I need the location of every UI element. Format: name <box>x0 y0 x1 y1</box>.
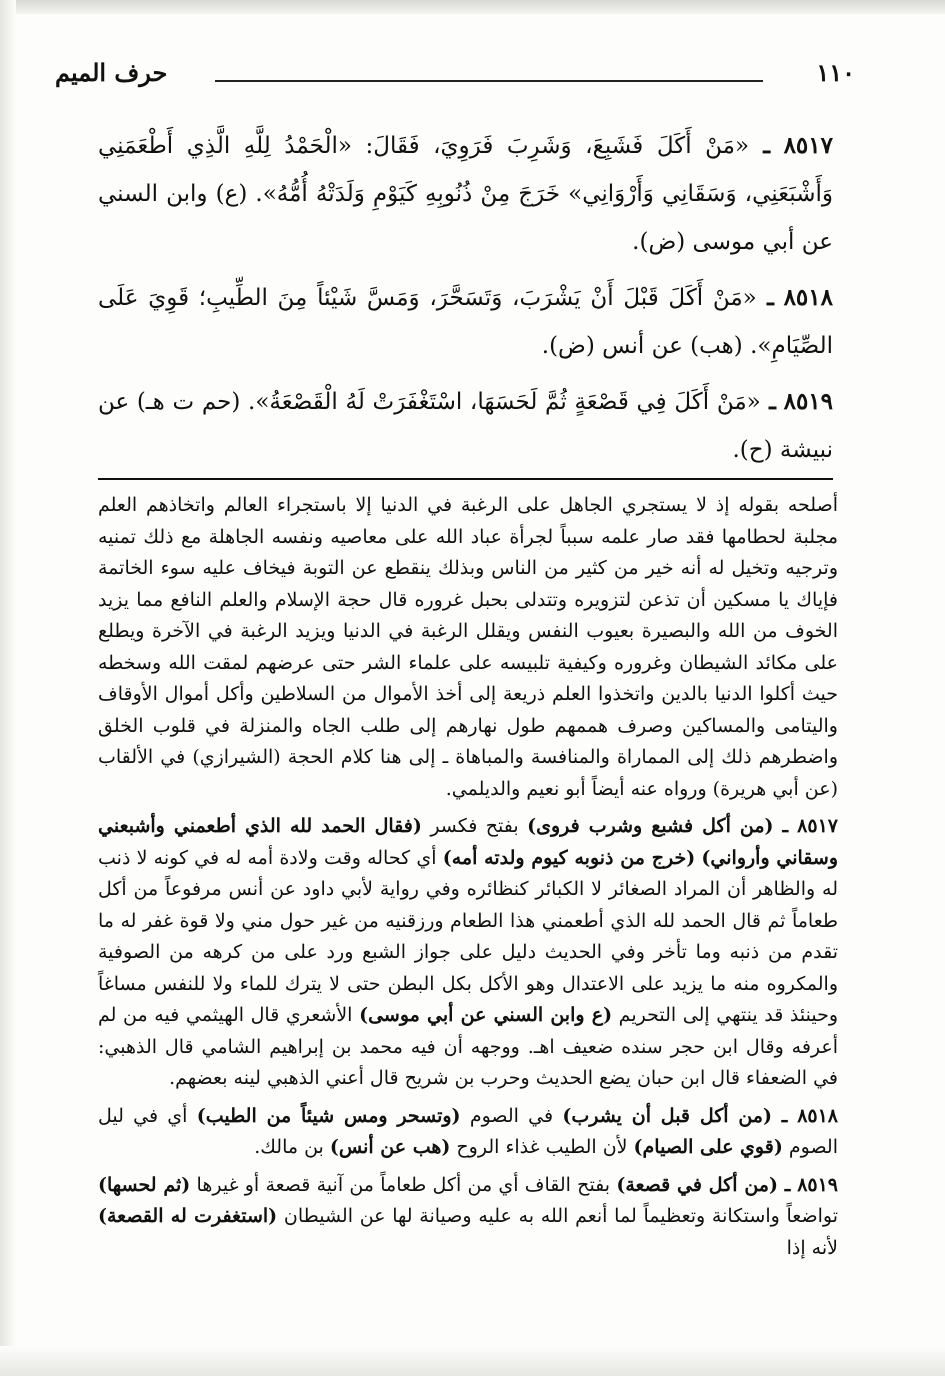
commentary-note: ٨٥١٨ ـ (من أكل قبل أن يشرب) في الصوم (وتسحر ومس شيئاً من الطيب) أي في ليل الصوم (قوي على الصيام) لأن الطيب غذاء الروح (هب عن أنس) بن مالك. <box>98 1104 839 1158</box>
scan-edge-left <box>0 0 16 1376</box>
chapter-title: حرف الميم <box>55 58 168 87</box>
note-text: أي في ليل الصوم <box>98 1104 838 1158</box>
commentary-intro: أصلحه بقوله إذ لا يستجري الجاهل على الرغبة في الدنيا إلا باستجراء العالم واتخاذهم العلم مجلبة لحطامها فقد صار علمه سبباً لجرأة عباد الله على معاصيه ونفسه الجاهلة مع ذلك تمنيه وترجيه وتخيل له أنه خير من كثير من الناس وبذلك ينقطع عن التوبة فيخاف عليه سوء الخاتمة فإياك يا مسكين أن تذعن لتزويره وتتدلى بحبل غروره قال حجة الإسلام والعلم النافع مما يزيد الخوف من الله والبصيرة بعيوب النفس ويقلل الرغبة في الدنيا ويزيد الرغبة في الآخرة ويطلع على مكائد الشيطان وغروره وكيفية تلبيسه على علماء الشر حتى عرضهم لمقت الله وسخطه حيث أكلوا الدنيا بالدين واتخذوا العلم ذريعة إلى أخذ الأموال من السلاطين وأكل أموال الأوقاف واليتامى والمساكين وصرف هممهم طول نهارهم إلى طلب الجاه والمنزلة في قلوب الخلق واضطرهم ذلك إلى المماراة والمنافسة والمباهاة ـ إلى هنا كلام الحجة (الشيرازي) في الألقاب (عن أبي هريرة) ورواه عنه أيضاً أبو نعيم والديلمي. <box>98 494 838 800</box>
commentary-note: ٨٥١٩ ـ (من أكل في قصعة) بفتح القاف أي من أكل طعاماً من آنية قصعة أو غيرها (ثم لحسها) تواضعاً واستكانة وتعظيماً لما أنعم الله به عليه وصيانة لها عن الشيطان (استغفرت له القصعة) لأنه إذا <box>98 1173 839 1259</box>
page-header <box>55 58 855 92</box>
page-number: ١١٠ <box>816 58 855 87</box>
note-quote: (هب عن أنس) <box>329 1136 451 1158</box>
hadith-section <box>98 122 833 482</box>
note-number: ٨٥١٩ <box>797 1173 839 1196</box>
commentary-section <box>98 490 838 1270</box>
note-quote: (من أكل فشبع وشرب فروى) <box>527 815 774 837</box>
note-text: تواضعاً واستكانة وتعظيماً لما أنعم الله به عليه وصيانة لها عن الشيطان <box>283 1205 838 1227</box>
scan-edge-top <box>0 0 945 14</box>
hadith-entry: ٨٥١٨ ـ «مَنْ أَكَلَ قَبْلَ أَنْ يَشْرَبَ، وَتَسَحَّرَ، وَمَسَّ شَيْئاً مِنَ الطِّيبِ؛ قَوِيَ عَلَى الصِّيَامِ». (هب) عن أنس (ض). <box>98 284 833 359</box>
commentary-note: ٨٥١٧ ـ (من أكل فشبع وشرب فروى) بفتح فكسر (فقال الحمد لله الذي أطعمني وأشبعني وسقاني وأرواني) (خرج من ذنوبه كيوم ولدته أمه) أي كحاله وقت ولادة أمه له في كونه لا ذنب له والظاهر أن المراد الصغائر لا الكبائر كنظائره وفي رواية لأبي داود عن أنس مرفوعاً من أكل طعاماً ثم قال الحمد لله الذي أطعمني هذا الطعام ورزقنيه من غير حول مني ولا قوة غفر له ما تقدم من ذنبه وما تأخر وفي الحديث دليل على جواز الشبع ورد على من كرهه من الصوفية والمكروه منه ما يزيد على الاعتدال وهو الأكل بكل البطن حتى لا يترك للماء ولا للنفس مساغاً وحينئذ قد ينتهي إلى التحريم (ع وابن السني عن أبي موسى) الأشعري قال الهيثمي فيه من لم أعرفه وقال ابن حجر سنده ضعيف اهـ. ووجهه أن فيه محمد بن إبراهيم الشامي قال الذهبي: في الضعفاء قال ابن حبان يضع الحديث وحرب بن شريح قال أعني الذهبي لينه بعضهم. <box>98 815 839 1089</box>
note-text: بن مالك. <box>254 1136 324 1158</box>
scan-edge-bottom <box>0 1346 945 1376</box>
note-text: لأن الطيب غذاء الروح <box>456 1136 628 1158</box>
note-quote: (وتسحر ومس شيئاً من الطيب) <box>196 1104 461 1127</box>
note-number: ٨٥١٨ <box>797 1104 839 1127</box>
note-quote: (خرج من ذنوبه كيوم ولدته أمه) <box>442 846 696 869</box>
footnote-divider <box>98 478 833 480</box>
hadith-text: «مَنْ أَكَلَ فِي قَصْعَةٍ ثُمَّ لَحَسَهَا، اسْتَغْفَرَتْ لَهُ الْقَصْعَةُ». (حم ت هـ) عن نبيشة (ح). <box>98 389 833 463</box>
note-quote: (من أكل في قصعة) <box>616 1173 778 1196</box>
note-text: لأنه إذا <box>786 1236 838 1259</box>
hadith-entry: ٨٥١٩ ـ «مَنْ أَكَلَ فِي قَصْعَةٍ ثُمَّ لَحَسَهَا، اسْتَغْفَرَتْ لَهُ الْقَصْعَةُ». (حم ت هـ) عن نبيشة (ح). <box>98 388 834 463</box>
hadith-text: «مَنْ أَكَلَ فَشَبِعَ، وَشَرِبَ فَرَوِيَ، فَقَالَ: «الْحَمْدُ لِلَّهِ الَّذِي أَطْعَمَنِي وَأَشْبَعَنِي، وَسَقَانِي وَأَرْوَانِي» خَرَجَ مِنْ ذُنُوبِهِ كَيَوْمِ وَلَدَتْهُ أُمُّهُ». (ع) وابن السني عن أبي موسى (ض). <box>98 133 833 255</box>
note-text: الأشعري قال الهيثمي فيه من لم أعرفه وقال ابن حجر سنده ضعيف اهـ. ووجهه أن فيه محمد بن إبراهيم الشامي قال الذهبي: في الضعفاء قال ابن حبان يضع الحديث وحرب بن شريح قال أعني الذهبي لينه بعضهم. <box>98 1004 839 1089</box>
note-quote: (ثم لحسها) <box>98 1173 191 1196</box>
hadith-entry: ٨٥١٧ ـ «مَنْ أَكَلَ فَشَبِعَ، وَشَرِبَ فَرَوِيَ، فَقَالَ: «الْحَمْدُ لِلَّهِ الَّذِي أَطْعَمَنِي وَأَشْبَعَنِي، وَسَقَانِي وَأَرْوَانِي» خَرَجَ مِنْ ذُنُوبِهِ كَيَوْمِ وَلَدَتْهُ أُمُّهُ». (ع) وابن السني عن أبي موسى (ض). <box>98 132 833 255</box>
note-number: ٨٥١٧ <box>797 815 838 837</box>
hadith-number: ٨٥١٧ <box>783 132 833 159</box>
note-quote: (فقال الحمد لله الذي أطعمني وأشبعني وسقاني وأرواني) <box>98 815 839 869</box>
note-text: في الصوم <box>469 1104 554 1127</box>
hadith-number: ٨٥١٨ <box>783 284 833 311</box>
header-rule <box>215 80 763 82</box>
note-text: أي كحاله وقت ولادة أمه له في كونه لا ذنب له والظاهر أن المراد الصغائر لا الكبائر كنظائره وفي رواية لأبي داود عن أنس مرفوعاً من أكل طعاماً ثم قال الحمد لله الذي أطعمني هذا الطعام ورزقنيه من غير حول مني ولا قوة غفر له ما تقدم من ذنبه وما تأخر وفي الحديث دليل على جواز الشبع ورد على من كرهه من الصوفية والمكروه منه ما يزيد على الاعتدال وهو الأكل بكل البطن حتى لا يترك للماء ولا للنفس مساغاً وحينئذ قد ينتهي إلى التحريم <box>98 846 838 1026</box>
note-quote: (استغفرت له القصعة) <box>98 1205 278 1227</box>
note-quote: (ع وابن السني عن أبي موسى) <box>359 1004 613 1026</box>
hadith-text: «مَنْ أَكَلَ قَبْلَ أَنْ يَشْرَبَ، وَتَسَحَّرَ، وَمَسَّ شَيْئاً مِنَ الطِّيبِ؛ قَوِيَ عَلَى الصِّيَامِ». (هب) عن أنس (ض). <box>98 285 833 359</box>
note-quote: (قوي على الصيام) <box>633 1136 783 1158</box>
note-quote: (من أكل قبل أن يشرب) <box>562 1104 772 1127</box>
note-text: بفتح فكسر <box>430 815 519 837</box>
hadith-number: ٨٥١٩ <box>783 388 834 415</box>
note-text: بفتح القاف أي من أكل طعاماً من آنية قصعة أو غيرها <box>196 1173 611 1196</box>
